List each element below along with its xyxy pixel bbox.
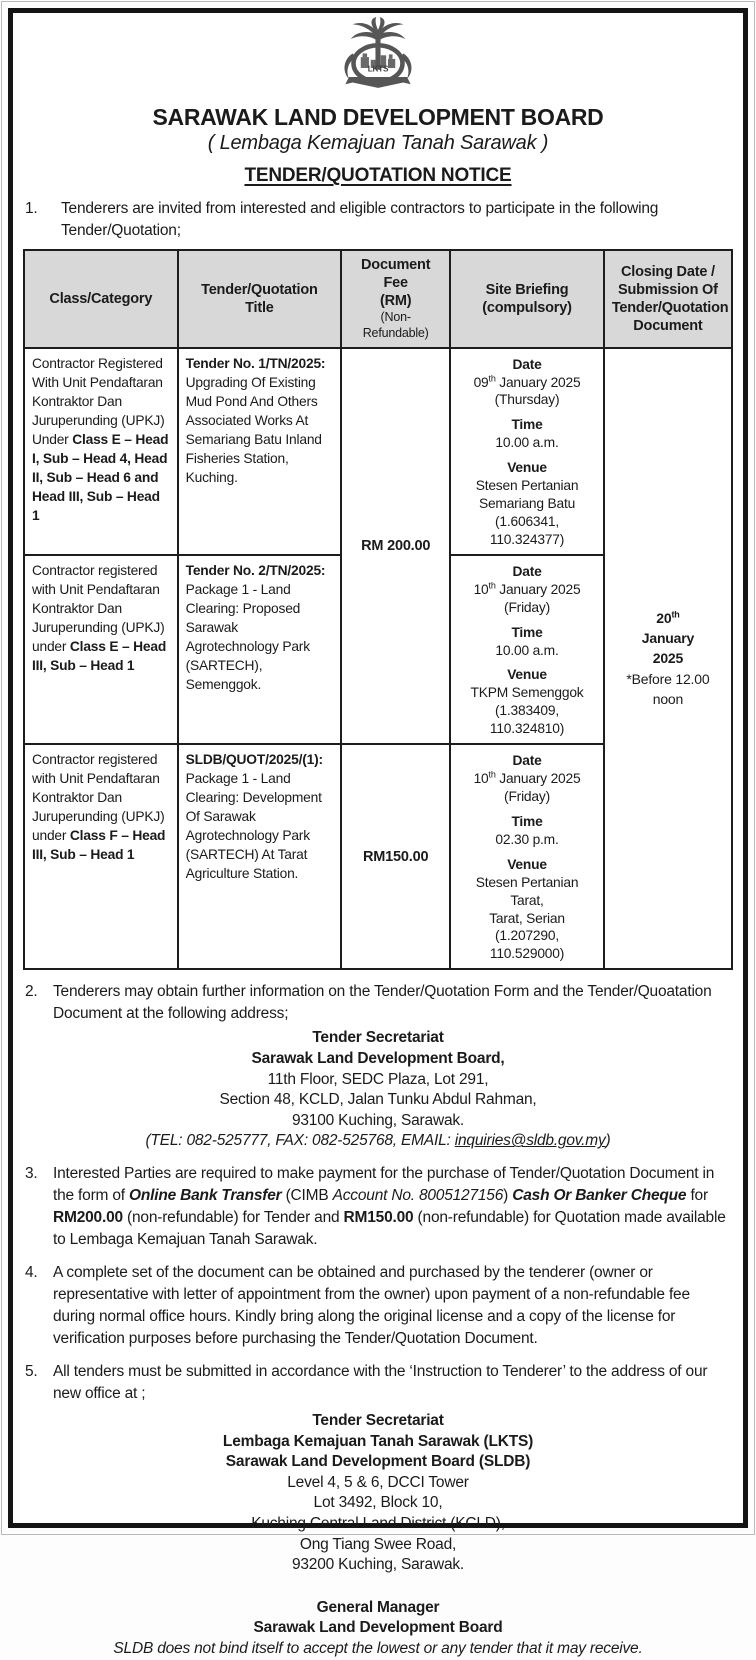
signoff-org: Sarawak Land Development Board [253, 1619, 503, 1637]
row1-title [178, 348, 342, 555]
address2-line: 93200 Kuching, Sarawak. [291, 1556, 465, 1574]
row2-category [24, 555, 178, 744]
table-row [24, 348, 732, 555]
contact-prefix: (TEL: 082-525777, FAX: 082-525768, EMAIL: [145, 1132, 455, 1150]
time-label: Time [511, 813, 543, 829]
notice-page [8, 8, 748, 1658]
closing-note: *Before 12.00 noon [626, 670, 710, 707]
address-block-tender-secretariat [23, 1028, 733, 1152]
address1-contact [23, 1131, 733, 1152]
item-2-number: 2. [25, 983, 38, 1001]
row1-venue-line: (1.606341, 110.324377) [489, 514, 565, 547]
row1-category [24, 348, 178, 555]
row2-briefing-date: 10th January 2025 [473, 580, 581, 597]
header-closing-date: Closing Date / Submission Of Tender/Quotation Document [604, 250, 732, 348]
item-1-number: 1. [25, 200, 38, 217]
row2-briefing-weekday: (Friday) [504, 599, 550, 615]
item-3-text: Interested Parties are required to make payment for the purchase of Tender/Quotation Document in the form of Online Bank Transfer (CIMB Account No. 8005127156) Cash Or Banker Cheque for RM200.00 (non-refundable) for Tender and RM150.00 (non-refundable) for Quotation made available to Lembaga Kemajuan Tanah Sarawak. [53, 1164, 726, 1248]
venue-label: Venue [507, 460, 547, 476]
date-label: Date [512, 356, 542, 372]
item-2 [23, 981, 733, 1025]
row3-briefing-weekday: (Friday) [504, 788, 550, 804]
address1-line: 11th Floor, SEDC Plaza, Lot 291, [267, 1070, 489, 1088]
row2-category-bold: Class E – Head III, Sub – Head 1 [32, 638, 167, 673]
row3-venue-line: Tarat, Serian [489, 910, 565, 926]
row2-category-plain: Contractor registered with Unit Pendaftaran Kontraktor Dan Juruperunding (UPKJ) under [32, 562, 165, 654]
row1-briefing-date: 09th January 2025 [473, 372, 581, 390]
closing-day: 20th [656, 609, 680, 626]
row1-title-text: Upgrading Of Existing Mud Pond And Others Associated Works At Semariang Batu Inland Fisheries Station, Kuching. [185, 374, 322, 485]
item-4 [23, 1262, 733, 1350]
row3-briefing-time: 02.30 p.m. [495, 831, 559, 847]
address2-line: Level 4, 5 & 6, DCCI Tower [287, 1473, 469, 1491]
row1-category-bold: Class E – Head I, Sub – Head 4, Head II, Sub – Head 6 and Head III, Sub – Head 1 [32, 431, 169, 523]
row2-venue-line: TKPM Semenggok [470, 685, 584, 701]
row1-title-ref: Tender No. 1/TN/2025: [185, 355, 326, 371]
header-briefing-line2: (compulsory) [482, 299, 572, 316]
row3-venue-line: (1.207290, 110.529000) [489, 928, 565, 962]
item-5-number: 5. [25, 1362, 38, 1380]
row1-venue-line: Stesen Pertanian [475, 478, 579, 494]
row1-site-briefing [450, 348, 604, 555]
row3-venue-line: Stesen Pertanian Tarat, [475, 874, 579, 908]
signoff-role: General Manager [316, 1598, 440, 1616]
date-label: Date [512, 563, 542, 579]
header-site-briefing [450, 250, 604, 348]
item-4-text: A complete set of the document can be obtained and purchased by the tenderer (owner or representative with letter of appointment from the owner) upon payment of a non-refundable fee during normal office hours. Kindly bring along the original license and a copy of the license for verification purposes before purchasing the Tender/Quotation Document. [53, 1263, 690, 1347]
header-briefing-line1: Site Briefing [485, 281, 569, 298]
row3-category-bold: Class F – Head III, Sub – Head 1 [32, 828, 166, 863]
email-link[interactable]: inquiries@sldb.gov.my [454, 1132, 606, 1150]
header-fee-line2: (RM) [379, 293, 412, 310]
fee-rows-1-2: RM 200.00 [341, 348, 450, 745]
closing-date-cell [604, 348, 732, 970]
row1-briefing-time: 10.00 a.m. [495, 435, 559, 451]
row2-venue-line: (1.383409, 110.324810) [489, 703, 565, 737]
row3-title [178, 744, 342, 969]
address1-line: 93100 Kuching, Sarawak. [291, 1111, 465, 1129]
time-label: Time [511, 624, 543, 640]
row2-title-ref: Tender No. 2/TN/2025: [185, 562, 326, 578]
row1-category-plain: Contractor Registered With Unit Pendaftaran Kontraktor Dan Juruperunding (UPKJ) Under [32, 355, 165, 447]
row2-briefing-time: 10.00 a.m. [495, 642, 559, 658]
address2-line: Kuching Central Land District (KCLD), [251, 1514, 505, 1532]
header-fee-line1: Document Fee [361, 257, 431, 292]
row2-title-text: Package 1 - Land Clearing: Proposed Sarawak Agrotechnology Park (SARTECH), Semenggok. [185, 581, 310, 693]
item-5-text: All tenders must be submitted in accordance with the ‘Instruction to Tenderer’ to the address of our new office at ; [53, 1362, 708, 1402]
header-title: Tender/Quotation Title [178, 250, 342, 348]
item-3-number: 3. [25, 1164, 38, 1182]
palm-tree-emblem-icon [332, 19, 424, 97]
contact-suffix: ) [605, 1132, 611, 1150]
address1-line: Section 48, KCLD, Jalan Tunku Abdul Rahman, [219, 1091, 537, 1109]
closing-year: 2025 [652, 650, 684, 667]
org-name-malay: ( Lembaga Kemajuan Tanah Sarawak ) [207, 132, 549, 154]
row3-category [24, 744, 178, 969]
row2-site-briefing [450, 555, 604, 744]
venue-label: Venue [507, 856, 547, 872]
row1-venue-line: Semariang Batu [478, 496, 576, 512]
header-document-fee [341, 250, 450, 348]
item-3 [23, 1163, 733, 1251]
row2-title [178, 555, 342, 744]
table-header-row [24, 250, 732, 348]
address1-title: Tender Secretariat [312, 1029, 444, 1047]
item-4-number: 4. [25, 1263, 38, 1281]
tender-table [23, 249, 733, 970]
address2-org: Sarawak Land Development Board (SLDB) [225, 1453, 531, 1471]
address2-org-malay: Lembaga Kemajuan Tanah Sarawak (LKTS) [222, 1432, 534, 1450]
fee-row-3: RM150.00 [341, 744, 450, 969]
sldb-logo [23, 19, 733, 102]
closing-month: January [641, 630, 695, 646]
item-5 [23, 1361, 733, 1405]
header-fee-line3: (Non-Refundable) [362, 310, 429, 340]
org-name: SARAWAK LAND DEVELOPMENT BOARD [152, 104, 604, 130]
address2-title: Tender Secretariat [312, 1411, 444, 1429]
row3-briefing-date: 10th January 2025 [473, 769, 581, 787]
item-2-text: Tenderers may obtain further information on the Tender/Quotation Form and the Tender/Quoatation Document at the following address; [53, 983, 712, 1023]
row3-site-briefing [450, 744, 604, 969]
row3-title-text: Package 1 - Land Clearing: Development Of Sarawak Agrotechnology Park (SARTECH) At Tarat Agriculture Station. [185, 771, 322, 882]
logo-ribbon [345, 77, 410, 88]
notice-title: TENDER/QUOTATION NOTICE [244, 165, 512, 186]
row3-title-ref: SLDB/QUOT/2025/(1): [185, 752, 323, 768]
venue-label: Venue [507, 667, 547, 683]
time-label: Time [511, 417, 543, 433]
address1-org: Sarawak Land Development Board, [251, 1049, 505, 1067]
address2-line: Lot 3492, Block 10, [313, 1494, 443, 1512]
row3-category-plain: Contractor registered with Unit Pendaftaran Kontraktor Dan Juruperunding (UPKJ) under [32, 752, 165, 844]
row1-briefing-weekday: (Thursday) [494, 392, 560, 408]
header-class-category: Class/Category [24, 250, 178, 348]
logo-letters: LKTS [367, 64, 389, 74]
disclaimer-text: SLDB does not bind itself to accept the lowest or any tender that it may receive. [113, 1640, 643, 1658]
date-label: Date [512, 753, 542, 769]
item-1-text: Tenderers are invited from interested and eligible contractors to participate in the following Tender/Quotation; [61, 200, 659, 239]
address-block-new-office [23, 1411, 733, 1576]
signoff-block [23, 1598, 733, 1660]
address2-line: Ong Tiang Swee Road, [299, 1535, 457, 1553]
item-1 [23, 198, 733, 242]
